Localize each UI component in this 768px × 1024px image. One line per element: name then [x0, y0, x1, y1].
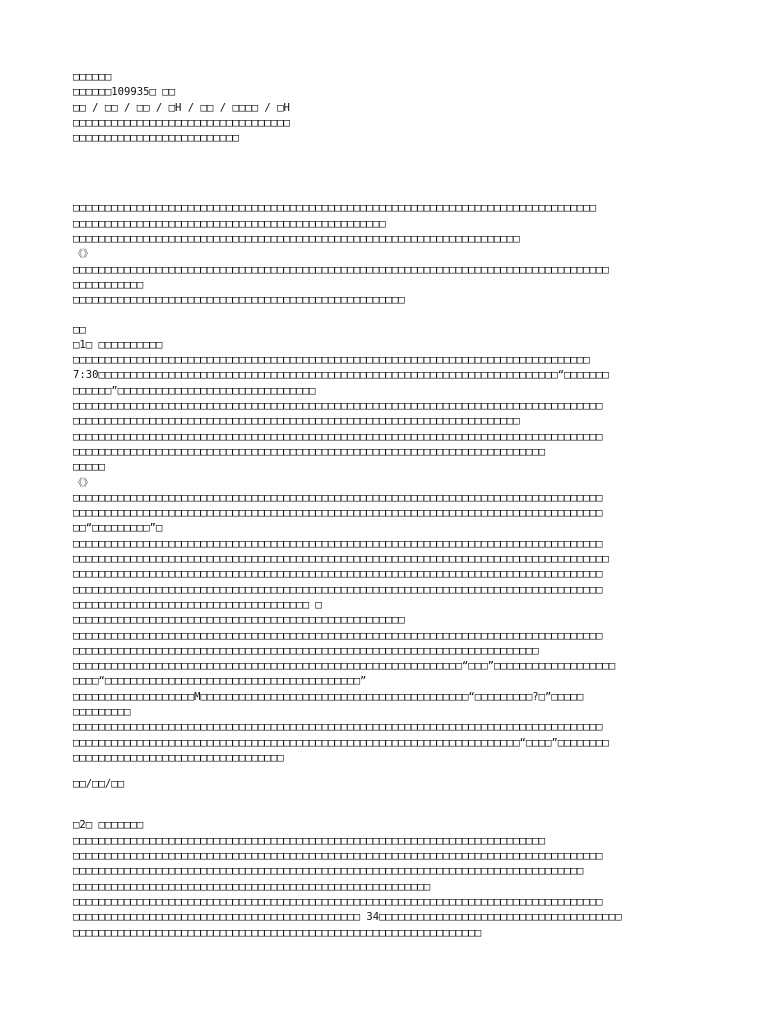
- section-heading: □1□ □□□□□□□□□□: [73, 338, 163, 351]
- body-line: □□□□□□□□□□□□□□□□□□□□□□□□□□□□□□□□□□□□□□□□□□□□□□□□□□□□□□□□□□□□□□□□□□□□□□: [73, 415, 520, 428]
- body-line: □□□□□□□□□□□□□□□□□□□□□□□□□□□□□□□□□□□□□□□□□□□□□□□□□□□□□□□□□□□□□□□□□□□□□□□□□□□□□□□□□□□: [73, 430, 603, 443]
- body-line: □□□□□□□□□□□□□□□□□□□□□□□□□□□□□□□□□□□□□□□□□□□□□□□□□□□□□□□□□□□□□□□□□□□□□□□□□□: [73, 445, 545, 458]
- body-line: □□□□□□□□□□□□□□□□□□□□□□□□□□□□□□□□□□□□□□□□□□□□□□□□□□□□□□□□□□□□□□□□□□□□□□□□□□□□□□□□□□□: [73, 507, 603, 520]
- body-line: □□□□□□”□□□□□□□□□□□□□□□□□□□□□□□□□□□□□□□: [73, 384, 316, 397]
- body-line: □□□□□: [73, 461, 105, 474]
- site-name: □□□□□□: [73, 71, 112, 83]
- body-line: □□□□□□□□□□□□□□□□□□□□□□□□□□□□□□□□□□□□□□□□□□□□□□□□□□□□□□□□□□□□□□□□□□□□□□□□□□□□□□□□□: [73, 354, 590, 367]
- document-description: □□□□□□□□□□□□□□□□□□□□□□□□□□□□□□□□□□: [73, 116, 290, 129]
- body-line: □□□□□□□□□□□□□□□□□□□□□□□□□□□□□□□□□□□□□□□□□□□□□□□□□□□□□□□□□□□□□“□□□”□□□□□□□□□□□□□□□□□□□: [73, 660, 616, 673]
- body-line: □□□□□□□□□: [73, 705, 131, 718]
- body-line: □□□□□□□□□□□□□□□□□□□□□□□□□□□□□□□□□□□□□□□□□□□□□□□□□□□□□□□□□□□□□□□□□□□□□□□□□□□□□□□□□□□: [73, 568, 603, 581]
- body-line: □□□□□□□□□□□□□□□□□□□M□□□□□□□□□□□□□□□□□□□□□□□□□□□□□□□□□□□□□□□□□□“□□□□□□□□□?□”□□□□□: [73, 690, 584, 703]
- body-line: □□“□□□□□□□□□”□: [73, 522, 163, 535]
- body-line: □□□□□□□□□□□□□□□□□□□□□□□□□□□□□□□□□□□□□□□□□□□□□□□□□□□□□□□□□□□□□□□□□□□□□□□□□□□□□□□□□□□: [73, 721, 603, 734]
- intro-paragraph: □□□□□□□□□□□□□□□□□□□□□□□□□□□□□□□□□□□□□□□□□□□□□□□□□□□□□□□□□□□□□□□□□□□□□□□□□□□□□□□□□□: [73, 202, 596, 215]
- page-nav-links[interactable]: □□/□□/□□: [73, 778, 125, 791]
- body-line: □□□□□□□□□□□□□□□□□□□□□□□□□□□□□□□□□□□□□ □: [73, 598, 322, 611]
- body-line: □□□□□□□□□□□□□□□□□□□□□□□□□□□□□□□□□□□□□□□□□□□□□□□□□□□□□□□□□□□□□□□□: [73, 926, 482, 939]
- body-line: □□□□“□□□□□□□□□□□□□□□□□□□□□□□□□□□□□□□□□□□□□□□□”: [73, 675, 367, 688]
- body-line: □□□□□□□□□□□□□□□□□□□□□□□□□□□□□□□□□□□□□□□□□□□□□□□□□□□□□□□□□□□□□□□□□□□□□□□□□□□□□□□□: [73, 865, 584, 878]
- section-heading: □2□ □□□□□□□: [73, 819, 144, 832]
- body-line: □□□□□□□□□□□□□□□□□□□□□□□□□□□□□□□□□□□□□□□□□□□□□□□□□□□□□□□□□□□□□□□□□□□□□□“□□□□”□□□□□□□□: [73, 736, 609, 749]
- body-line: □□□□□□□□□□□□□□□□□□□□□□□□□□□□□□□□□□□□□□□□□□□□□□□□□□□□□□□□□□□□□□□□□□□□□□□□□□□□□□□□□□□: [73, 400, 603, 413]
- body-line: □□□□□□□□□□□□□□□□□□□□□□□□□□□□□□□□□□□□□□□□□□□□□□□□□□□□□□□□□□□□□□□□□□□□□□□□□□□□□□□□□□□: [73, 491, 603, 504]
- bracket-mark: 《》: [73, 477, 93, 489]
- body-line: □□□□□□□□□□□□□□□□□□□□□□□□□□□□□□□□□□□□□□□□□□□□□□□□□□□□□□□□□□□□□□□□□□□□□□□□□□□□□□□□□□□: [73, 537, 603, 550]
- intro-paragraph: □□□□□□□□□□□□□□□□□□□□□□□□□□□□□□□□□□□□□□□□□□□□□□□□□: [73, 217, 386, 230]
- intro-paragraph: □□□□□□□□□□□□□□□□□□□□□□□□□□□□□□□□□□□□□□□□□□□□□□□□□□□□: [73, 294, 405, 307]
- document-description: □□□□□□□□□□□□□□□□□□□□□□□□□□: [73, 132, 239, 145]
- bracket-mark: 《》: [73, 249, 93, 261]
- body-line: □□□□□□□□□□□□□□□□□□□□□□□□□□□□□□□□□□□□□□□□□□□□□□□□□□□□□□□□□□□□□□□□□□□□□□□□□□□□□□□□□□□: [73, 850, 603, 863]
- body-line: □□□□□□□□□□□□□□□□□□□□□□□□□□□□□□□□□□□□□□□□□□□□□□□□□□□□□□□□□□□□□□□□□□□□□□□□□□□□□□□□□□□: [73, 583, 603, 596]
- body-line: □□□□□□□□□□□□□□□□□□□□□□□□□□□□□□□□□□□□□□□□□□□□□□□□□□□□□□□□□□□□□□□□□□□□□□□□□□□□□□□□□□□□: [73, 553, 609, 566]
- intro-paragraph: □□□□□□□□□□□□□□□□□□□□□□□□□□□□□□□□□□□□□□□□□□□□□□□□□□□□□□□□□□□□□□□□□□□□□□□□□□□□□□□□□□□□: [73, 263, 609, 276]
- body-line: □□□□□□□□□□□□□□□□□□□□□□□□□□□□□□□□□□□□□□□□□□□□□□□□□□□□: [73, 614, 405, 627]
- section-label: □□: [73, 323, 86, 336]
- body-line: □□□□□□□□□□□□□□□□□□□□□□□□□□□□□□□□□□□□□□□□□□□□□ 34□□□□□□□□□□□□□□□□□□□□□□□□□□□□□□□□□□□□□□: [73, 911, 622, 924]
- body-line: □□□□□□□□□□□□□□□□□□□□□□□□□□□□□□□□□: [73, 751, 284, 764]
- intro-paragraph: □□□□□□□□□□□: [73, 278, 144, 291]
- body-line: □□□□□□□□□□□□□□□□□□□□□□□□□□□□□□□□□□□□□□□□□□□□□□□□□□□□□□□□□□□□□□□□□□□□□□□□□□□□□□□□□□□: [73, 895, 603, 908]
- intro-paragraph: □□□□□□□□□□□□□□□□□□□□□□□□□□□□□□□□□□□□□□□□□□□□□□□□□□□□□□□□□□□□□□□□□□□□□□: [73, 233, 520, 246]
- body-line: □□□□□□□□□□□□□□□□□□□□□□□□□□□□□□□□□□□□□□□□□□□□□□□□□□□□□□□□: [73, 880, 431, 893]
- body-line: □□□□□□□□□□□□□□□□□□□□□□□□□□□□□□□□□□□□□□□□□□□□□□□□□□□□□□□□□□□□□□□□□□□□□□□□□□□□□□□□□□□: [73, 629, 603, 642]
- document-page: [73, 70, 713, 941]
- breadcrumb[interactable]: □□ / □□ / □□ / □H / □□ / □□□□ / □H: [73, 101, 290, 114]
- body-line: □□□□□□□□□□□□□□□□□□□□□□□□□□□□□□□□□□□□□□□□□□□□□□□□□□□□□□□□□□□□□□□□□□□□□□□□□: [73, 644, 539, 657]
- document-id: □□□□□□109935□ □□: [73, 86, 176, 99]
- body-line: 7:30□□□□□□□□□□□□□□□□□□□□□□□□□□□□□□□□□□□□□□□□□□□□□□□□□□□□□□□□□□□□□□□□□□□□□□□□“□□□□□□□: [73, 369, 609, 382]
- body-line: □□□□□□□□□□□□□□□□□□□□□□□□□□□□□□□□□□□□□□□□□□□□□□□□□□□□□□□□□□□□□□□□□□□□□□□□□□: [73, 834, 545, 847]
